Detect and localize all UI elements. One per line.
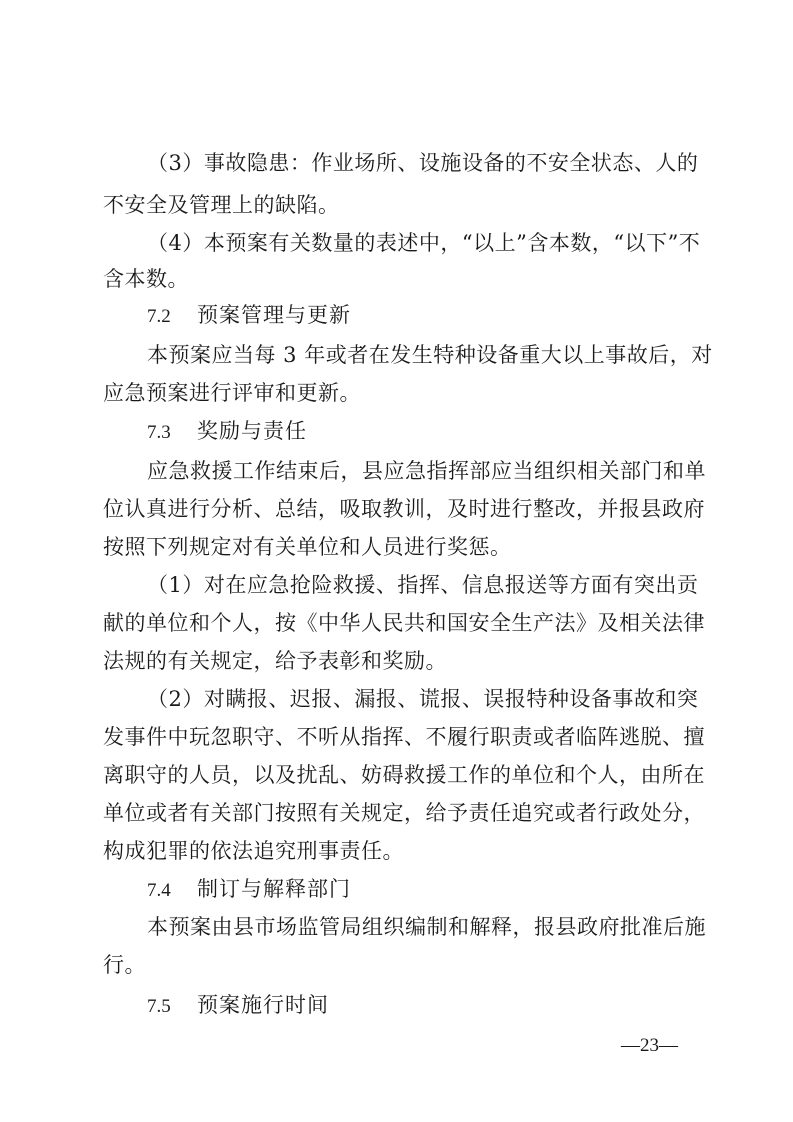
paragraph-line: 离职守的人员，以及扰乱、妨碍救援工作的单位和个人，由所在 (103, 763, 705, 787)
paragraph-line: 按照下列规定对有关单位和人员进行奖惩。 (103, 535, 512, 559)
section-number: 7.4 (147, 880, 171, 901)
paragraph-line: 本预案应当每 3 年或者在发生特种设备重大以上事故后，对 (147, 343, 713, 367)
paragraph-line: 含本数。 (103, 267, 189, 291)
paragraph-line: 法规的有关规定，给予表彰和奖励。 (103, 649, 447, 673)
section-heading-7-5 (147, 990, 329, 1020)
paragraph-line: 构成犯罪的依法追究刑事责任。 (103, 839, 404, 863)
paragraph-line: 应急预案进行评审和更新。 (103, 381, 361, 405)
paragraph-line: 本预案由县市场监管局组织编制和解释，报县政府批准后施 (147, 915, 706, 939)
section-number: 7.5 (147, 996, 171, 1017)
section-number: 7.2 (147, 306, 171, 327)
section-heading-7-4 (147, 874, 351, 904)
section-title: 制订与解释部门 (197, 877, 351, 901)
paragraph-line: （2）对瞒报、迟报、漏报、谎报、误报特种设备事故和突 (147, 687, 699, 711)
paragraph-line: 应急救援工作结束后，县应急指挥部应当组织相关部门和单 (147, 459, 706, 483)
paragraph-line: 不安全及管理上的缺陷。 (103, 193, 340, 217)
section-title: 奖励与责任 (197, 419, 307, 443)
section-heading-7-2 (147, 300, 351, 330)
paragraph-line: （4）本预案有关数量的表述中，“以上”含本数，“以下”不 (147, 231, 701, 255)
paragraph-line: （1）对在应急抢险救援、指挥、信息报送等方面有突出贡 (147, 573, 699, 597)
section-number: 7.3 (147, 422, 171, 443)
section-title: 预案施行时间 (197, 993, 329, 1017)
section-title: 预案管理与更新 (197, 303, 351, 327)
paragraph-line: 献的单位和个人，按《中华人民共和国安全生产法》及相关法律 (103, 611, 705, 635)
paragraph-line: 发事件中玩忽职守、不听从指挥、不履行职责或者临阵逃脱、擅 (103, 725, 705, 749)
paragraph-line: 行。 (103, 953, 146, 977)
page-number: —23— (621, 1035, 678, 1056)
section-heading-7-3 (147, 416, 307, 446)
paragraph-line: 单位或者有关部门按照有关规定，给予责任追究或者行政处分， (103, 801, 705, 825)
paragraph-line: 位认真进行分析、总结，吸取教训，及时进行整改，并报县政府 (103, 497, 705, 521)
paragraph-line: （3）事故隐患：作业场所、设施设备的不安全状态、人的 (147, 151, 699, 175)
